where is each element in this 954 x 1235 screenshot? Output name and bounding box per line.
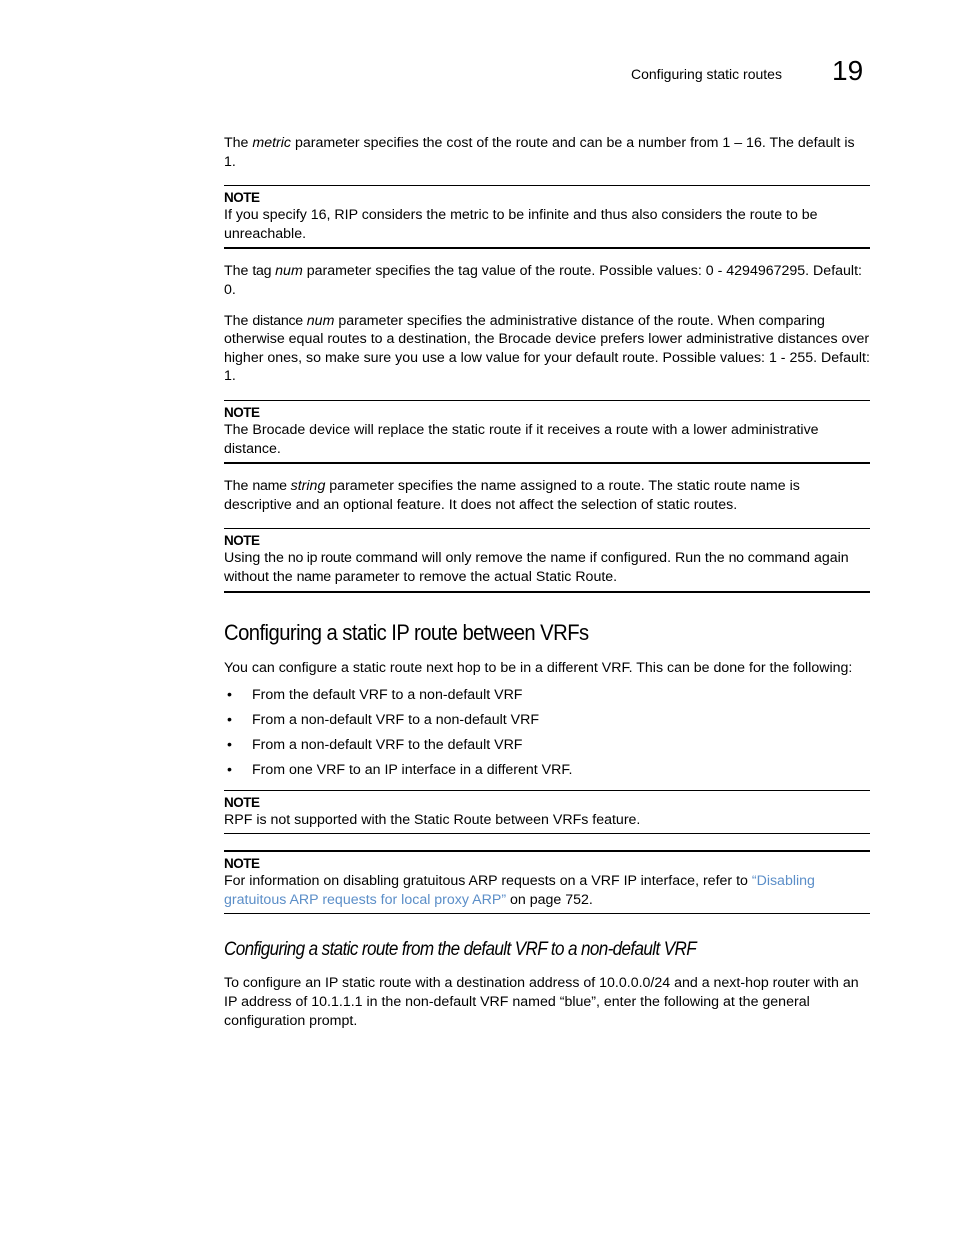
name-paragraph (224, 477, 870, 514)
intro-paragraph: You can configure a static route next hop to be in a different VRF. This can be done for the following: (224, 659, 853, 676)
note-text (224, 549, 870, 586)
text-run: parameter to remove the actual Static Route. (330, 568, 618, 585)
command-no-ip-route: no ip route (287, 550, 352, 567)
note-label: NOTE (224, 190, 260, 206)
param-num: num (275, 263, 303, 280)
distance-paragraph (224, 312, 870, 386)
text-run: The (224, 478, 253, 495)
param-num: num (306, 312, 335, 329)
metric-paragraph (224, 134, 870, 171)
param-metric: metric (252, 135, 292, 151)
keyword-tag: tag (252, 263, 272, 280)
text-run: command again without the (224, 550, 849, 585)
text-run: parameter specifies the tag value of the route. Possible values: 0 - 4294967295. Default: 0. (224, 263, 862, 298)
keyword-distance: distance (252, 312, 303, 329)
note-text (224, 872, 870, 909)
note-text: If you specify 16, RIP considers the metric to be infinite and thus also considers the route to be unreachable. (224, 207, 818, 242)
list-item: • From the default VRF to a non-default VRF (224, 686, 870, 705)
note-text: RPF is not supported with the Static Route between VRFs feature. (224, 811, 641, 828)
list-item: • From a non-default VRF to the default VRF (224, 736, 870, 755)
cross-reference-link[interactable]: “Disabling gratuitous ARP requests for local proxy ARP” (224, 873, 815, 908)
section-heading: Configuring a static IP route between VRFs (224, 619, 589, 645)
page-content (224, 134, 870, 1030)
text-run: command will only remove the name if configured. Run the (351, 550, 729, 567)
text-run: For information on disabling gratuitous ARP requests on a VRF IP interface, refer to (224, 873, 752, 890)
subsection-heading: Configuring a static route from the default VRF to a non-default VRF (224, 939, 697, 961)
keyword-name: name (296, 568, 331, 585)
keyword-name: name (252, 478, 287, 495)
note-text: The Brocade device will replace the static route if it receives a route with a lower administrative distance. (224, 421, 819, 457)
note-label: NOTE (224, 856, 260, 872)
header-section-title: Configuring static routes (631, 66, 782, 82)
note-label: NOTE (224, 404, 260, 420)
text-run: on page 752. (506, 891, 593, 908)
text-run: Using the (224, 550, 288, 567)
note-rpf (224, 790, 870, 835)
text-run: The (224, 263, 253, 280)
note-no-ip-route (224, 528, 870, 592)
command-no: no (728, 550, 744, 567)
page-header (0, 56, 954, 90)
note-label: NOTE (224, 533, 260, 549)
list-item: • From one VRF to an IP interface in a different VRF. (224, 761, 870, 780)
note-gratuitous-arp (224, 850, 870, 914)
param-string: string (290, 478, 326, 495)
bullet-list (224, 686, 870, 780)
note-label: NOTE (224, 794, 260, 810)
final-paragraph: To configure an IP static route with a destination address of 10.0.0.0/24 and a next-hop router with an IP address of 10.1.1.1 in the non-default VRF named “blue”, enter the following at the general configuration prompt. (224, 975, 859, 1029)
header-chapter-number: 19 (832, 55, 864, 86)
text-run: The (224, 135, 253, 151)
tag-paragraph (224, 262, 870, 299)
note-replace-route (224, 400, 870, 464)
text-run: The (224, 312, 253, 329)
text-run: parameter specifies the administrative distance of the route. When comparing otherwise equal routes to a destination, the Brocade device prefers lower administrative distances over higher ones, so make sure you use a low value for your default route. Possible values: 1 - 255. Default: 1. (224, 312, 870, 385)
text-run: parameter specifies the cost of the route and can be a number from 1 – 16. The default is 1. (224, 135, 855, 170)
text-run: parameter specifies the name assigned to a route. The static route name is descriptive and an optional feature. It does not affect the selection of static routes. (224, 478, 800, 513)
list-item: • From a non-default VRF to a non-default VRF (224, 711, 870, 730)
note-infinite-metric (224, 185, 870, 249)
